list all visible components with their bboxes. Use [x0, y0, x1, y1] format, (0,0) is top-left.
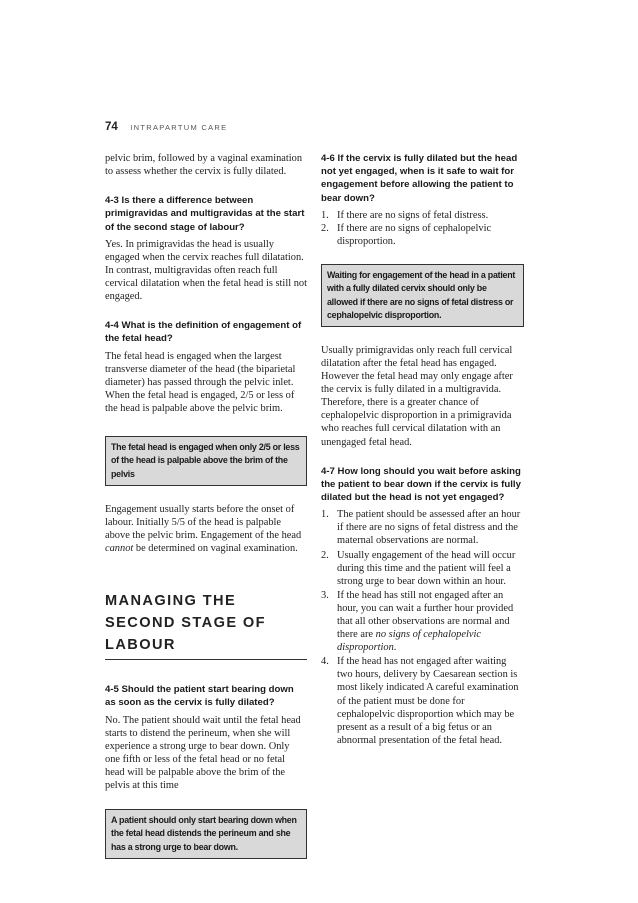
engagement-paragraph [105, 503, 307, 555]
question-4-5: 4-5 Should the patient start bearing down as soon as the cervix is fully dilated? [105, 684, 294, 709]
answer-4-5: No. The patient should wait until the fetal head starts to distend the perineum, when she will experience a strong urge to bear down. Only one fifth or less of the fetal head or no fetal head will be palpable above the brim of the pelvis at this time [105, 714, 301, 791]
list-item [321, 222, 524, 248]
list-text-emphasis: no signs of cephalopelvic disproportion [337, 629, 481, 654]
key-point-box-engagement: The fetal head is engaged when only 2/5 or less of the head is palpable above the brim of the pelvis [105, 436, 307, 486]
list-text: Usually engagement of the head will occur during this time and the patient will feel a strong urge to bear down within an hour. [337, 549, 516, 587]
question-4-4: 4-4 What is the definition of engagement of the fetal head? [105, 320, 302, 345]
list-number: 2. [321, 549, 329, 561]
list-number: 3. [321, 589, 329, 601]
list-text-a: If the head has still not engaged after an hour, you can wait a further hour provided that all other observations are normal and there are [337, 589, 514, 641]
left-column [105, 152, 307, 859]
question-4-7: 4-7 How long should you wait before asking the patient to bear down if the cervix is fully dilated but the head is not yet engaged? [321, 465, 521, 504]
page-number: 74 [105, 121, 118, 133]
list-item [321, 508, 524, 547]
intro-paragraph: pelvic brim, followed by a vaginal examination to assess whether the cervix is fully dilated. [105, 153, 303, 178]
primigravida-paragraph: Usually primigravidas only reach full cervical dilatation after the fetal head has engaged. However the fetal head may only engage after the cervix is fully dilated in a multigravida. Therefore, there is a greater chance of cephalopelvic disproportion in a primigravida who reaches full cervical dilatation with an unengaged fetal head. [321, 344, 513, 448]
list-4-6 [321, 209, 524, 248]
section-title: MANAGING THE SECOND STAGE OF LABOUR [105, 590, 307, 660]
engagement-emphasis: cannot [105, 543, 134, 555]
answer-4-4: The fetal head is engaged when the largest transverse diameter of the head (the biparietal diameter) has passed through the pelvic inlet. When the fetal head is engaged, 2/5 or less of the head is palpable above the pelvic brim. [105, 350, 296, 415]
running-head: INTRAPARTUM CARE [130, 123, 228, 132]
question-4-3: 4-3 Is there a difference between primigravidas and multigravidas at the start of the second stage of labour? [105, 195, 305, 233]
list-4-7 [321, 508, 524, 747]
list-text: If there are no signs of cephalopelvic disproportion. [337, 222, 492, 247]
list-text: If the head has not engaged after waiting two hours, delivery by Caesarean section is most likely indicated A careful examination of the patient must be done for cephalopelvic disproportion which may be present as a result of a big fetus or an abnormal presentation of the fetal head. [337, 656, 519, 746]
engagement-text-b: be determined on vaginal examination. [133, 543, 298, 555]
list-text-b: . [393, 642, 397, 654]
list-number: 1. [321, 509, 329, 521]
list-number: 1. [321, 209, 329, 221]
list-item [321, 209, 524, 222]
list-number: 2. [321, 222, 329, 234]
list-number: 4. [321, 656, 329, 668]
page-header [105, 117, 227, 135]
engagement-text-a: Engagement usually starts before the onset of labour. Initially 5/5 of the head is palpable above the pelvic brim. Engagement of the head [105, 503, 302, 541]
key-point-box-waiting: Waiting for engagement of the head in a patient with a fully dilated cervix should only be allowed if there are no signs of fetal distress or cephalopelvic disproportion. [321, 264, 524, 327]
list-item [321, 589, 524, 654]
right-column [321, 152, 524, 747]
list-item [321, 549, 524, 588]
list-text: If there are no signs of fetal distress. [337, 209, 489, 221]
key-point-box-bearing-down: A patient should only start bearing down when the fetal head distends the perineum and she has a strong urge to bear down. [105, 809, 307, 859]
answer-4-3: Yes. In primigravidas the head is usually engaged when the cervix reaches full dilatation. In contrast, multigravidas often reach full cervical dilatation when the fetal head is still not engaged. [105, 238, 307, 303]
list-item [321, 655, 524, 747]
list-text: The patient should be assessed after an hour if there are no signs of fetal distress and the maternal observations are normal. [337, 509, 521, 547]
list-text [337, 589, 524, 654]
question-4-6: 4-6 If the cervix is fully dilated but the head not yet engaged, when is it safe to wait for engagement before allowing the patient to bear down? [321, 153, 518, 204]
